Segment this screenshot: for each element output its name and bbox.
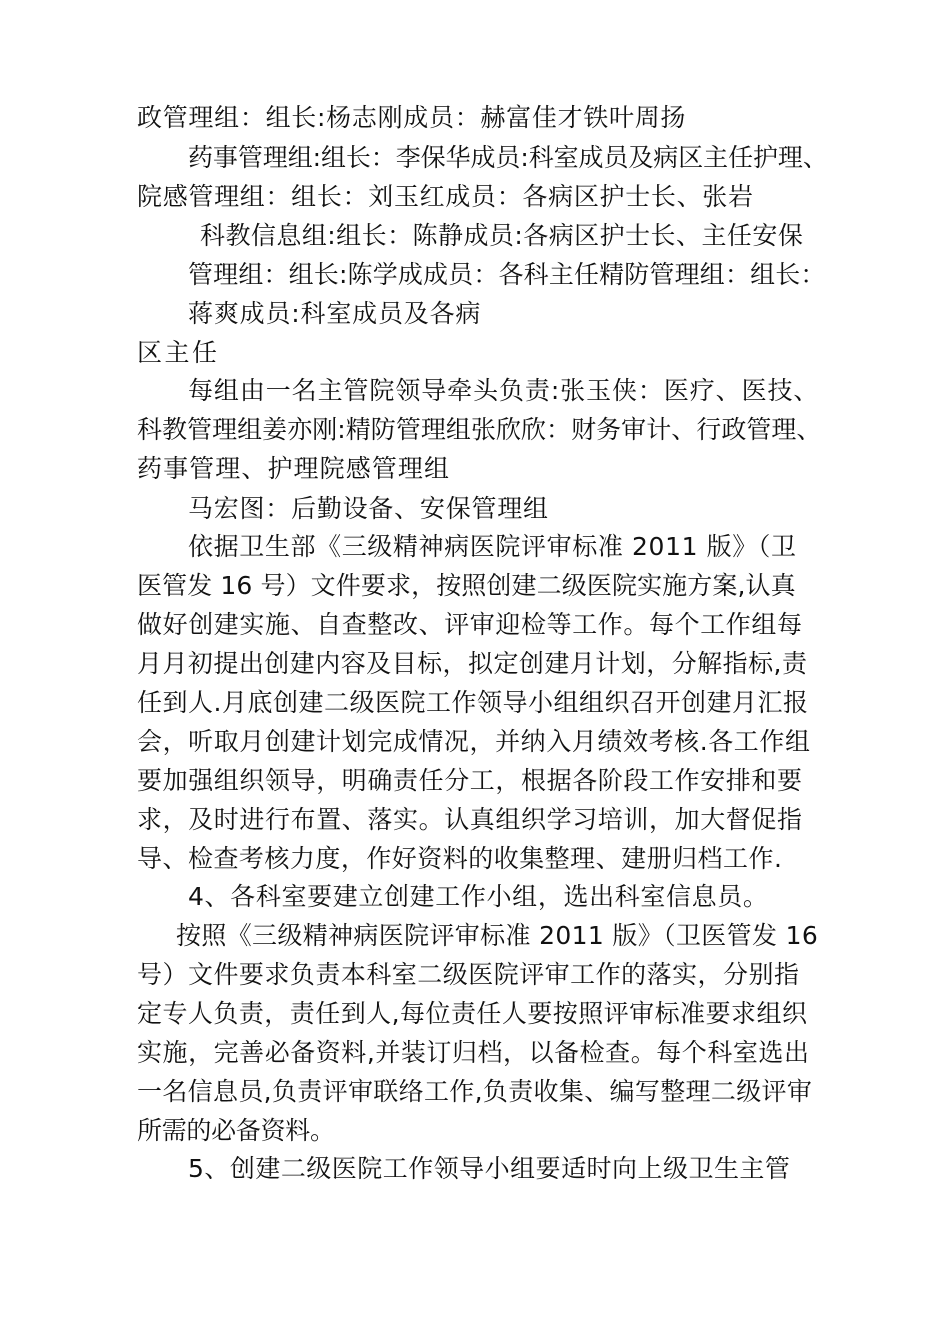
text-line: 区主任 xyxy=(137,338,220,367)
text-line: 药事管理组:组长：李保华成员:科室成员及病区主任护理、 xyxy=(188,143,828,172)
text-line: 科教信息组:组长：陈静成员:各病区护士长、主任安保 xyxy=(200,221,804,250)
text-line: 4、各科室要建立创建工作小组，选出科室信息员。 xyxy=(188,882,769,911)
text-line: 依据卫生部《三级精神病医院评审标准 2011 版》（卫 xyxy=(188,532,797,561)
text-line: 每组由一名主管院领导牵头负责:张玉侠：医疗、医技、 xyxy=(188,376,820,405)
text-line: 求，及时进行布置、落实。认真组织学习培训，加大督促指 xyxy=(137,805,803,834)
text-line: 会，听取月创建计划完成情况，并纳入月绩效考核.各工作组 xyxy=(137,727,811,756)
text-line: 实施，完善必备资料,并装订归档，以备检查。每个科室选出 xyxy=(137,1038,810,1067)
text-line: 蒋爽成员:科室成员及各病 xyxy=(188,299,482,328)
text-line: 医管发 16 号）文件要求，按照创建二级医院实施方案,认真 xyxy=(137,571,796,600)
text-line: 科教管理组姜亦刚:精防管理组张欣欣：财务审计、行政管理、 xyxy=(137,415,822,444)
text-line: 月月初提出创建内容及目标，拟定创建月计划，分解指标,责 xyxy=(137,649,808,678)
text-line: 药事管理、护理院感管理组 xyxy=(137,454,451,483)
text-line: 导、检查考核力度，作好资料的收集整理、建册归档工作. xyxy=(137,844,783,873)
text-line: 一名信息员,负责评审联络工作,负责收集、编写整理二级评审 xyxy=(137,1077,813,1106)
text-line: 政管理组：组长:杨志刚成员：赫富佳才铁叶周扬 xyxy=(137,103,687,132)
text-line: 院感管理组：组长：刘玉红成员：各病区护士长、张岩 xyxy=(137,182,754,211)
text-line: 定专人负责，责任到人,每位责任人要按照评审标准要求组织 xyxy=(137,999,808,1028)
text-line: 管理组：组长:陈学成成员：各科主任精防管理组：组长： xyxy=(188,260,826,289)
text-line: 任到人.月底创建二级医院工作领导小组组织召开创建月汇报 xyxy=(137,688,809,717)
text-line: 号）文件要求负责本科室二级医院评审工作的落实，分别指 xyxy=(137,960,800,989)
text-line: 5、创建二级医院工作领导小组要适时向上级卫生主管 xyxy=(188,1154,791,1183)
text-line: 所需的必备资料。 xyxy=(137,1116,335,1145)
text-line: 做好创建实施、自查整改、评审迎检等工作。每个工作组每 xyxy=(137,610,803,639)
text-line: 要加强组织领导，明确责任分工，根据各阶段工作安排和要 xyxy=(137,766,803,795)
text-line: 马宏图：后勤设备、安保管理组 xyxy=(188,494,549,523)
text-line: 按照《三级精神病医院评审标准 2011 版》（卫医管发 16 xyxy=(176,921,819,950)
